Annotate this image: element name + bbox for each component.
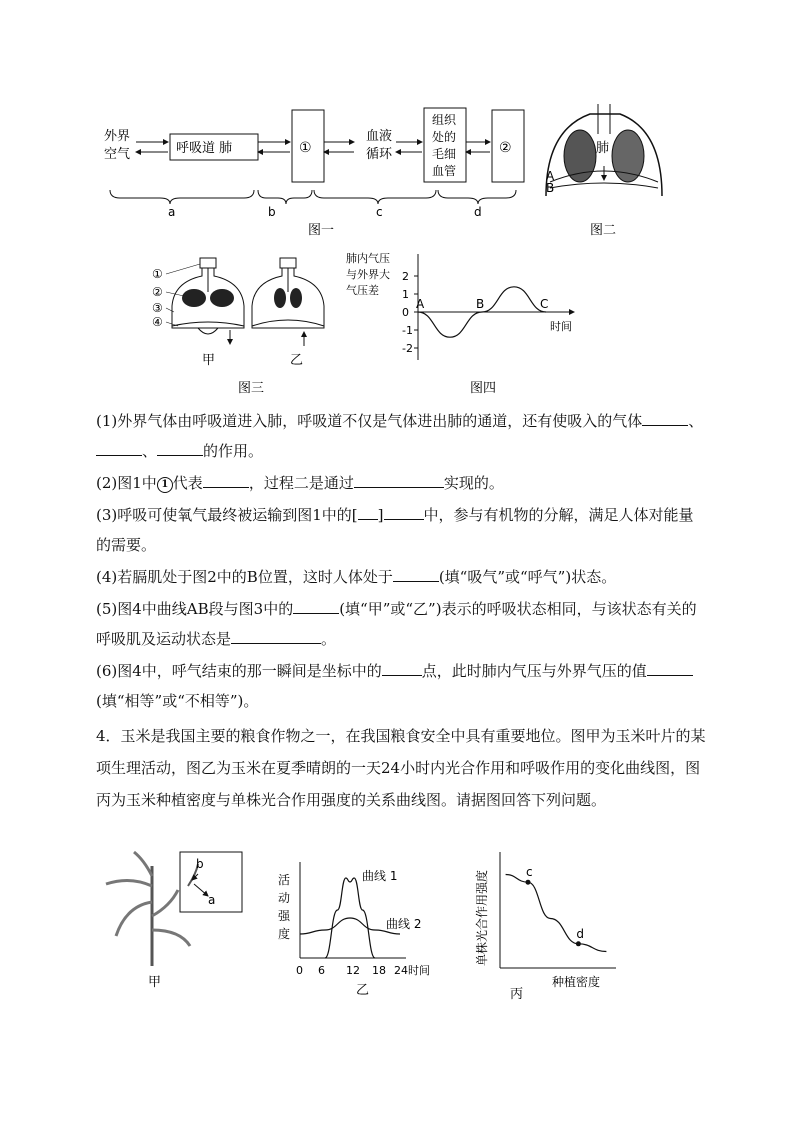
blood-label-1: 血液 bbox=[366, 129, 393, 144]
corn-leaf bbox=[116, 902, 152, 936]
box-2-label: ② bbox=[499, 140, 512, 156]
fig-yi-curve-2 bbox=[300, 918, 400, 934]
tissue-label-2: 处的 bbox=[432, 130, 457, 144]
fig-bing-point-c bbox=[526, 880, 531, 885]
question-1: (1)外界气体由呼吸道进入肺，呼吸道不仅是气体进出肺的通道，还有使吸入的气体 、、 的作用。 bbox=[96, 406, 706, 466]
fig-yi-xtick-0: 0 bbox=[296, 964, 303, 977]
fig-bing-point-label-c: c bbox=[526, 865, 533, 880]
blank-q2-1[interactable] bbox=[203, 469, 249, 488]
blank-q4-1[interactable] bbox=[393, 563, 439, 582]
diaphragm-b bbox=[550, 183, 658, 188]
box-1-label: ① bbox=[299, 140, 312, 156]
fig4-point-B: B bbox=[476, 297, 485, 311]
brace-c bbox=[314, 190, 436, 204]
brace-d bbox=[438, 190, 516, 204]
figure-4-caption: 图四 bbox=[470, 381, 497, 396]
blank-q5-1[interactable] bbox=[293, 595, 339, 614]
fig4-ytick-label: 1 bbox=[402, 288, 409, 301]
brace-b bbox=[258, 190, 312, 204]
airway-lung-label: 呼吸道 肺 bbox=[176, 141, 233, 156]
tissue-label-3: 毛细 bbox=[432, 147, 457, 161]
fig4-ytick-label: -1 bbox=[402, 324, 413, 337]
part-2-label: ② bbox=[152, 285, 163, 299]
part-4-label: ④ bbox=[152, 315, 163, 329]
outside-air-label-2: 空气 bbox=[104, 147, 131, 162]
fig-bing-xlabel: 种植密度 bbox=[552, 975, 601, 989]
figure-2-caption: 图二 bbox=[590, 223, 617, 238]
fig-bing-curve bbox=[506, 875, 607, 952]
corn-leaf bbox=[106, 880, 152, 886]
circled-number: 1 bbox=[157, 477, 173, 493]
blank-q2-2[interactable] bbox=[354, 469, 444, 488]
diaphragm-label-A: A bbox=[546, 169, 555, 183]
lung-left bbox=[564, 130, 596, 182]
blank-q1-3[interactable] bbox=[157, 437, 203, 456]
question-7: 4．玉米是我国主要的粮食作物之一，在我国粮食安全中具有重要地位。图甲为玉米叶片的某项生理活动，图乙为玉米在夏季晴朗的一天24小时内光合作用和呼吸作用的变化曲线图，图丙为玉米种植密度与单株光合作用强度的关系曲线图。请据图回答下列问题。 bbox=[96, 727, 706, 809]
trachea bbox=[598, 104, 610, 134]
figure-bing-chart bbox=[466, 842, 626, 1002]
tissue-label-4: 血管 bbox=[432, 164, 457, 178]
fig-yi-ylabel-4: 度 bbox=[278, 927, 291, 941]
bell-jar-jia bbox=[172, 258, 244, 344]
fig-yi-xtick-18: 18 bbox=[372, 964, 386, 977]
question-3: (3)呼吸可使氧气最终被运输到图1中的[ ] 中，参与有机物的分解，满足人体对能量的需要。 bbox=[96, 500, 706, 560]
fig-yi-xtick-6: 6 bbox=[318, 964, 325, 977]
fig4-ylabel-2: 与外界大 bbox=[346, 268, 390, 281]
fig-yi-curve-2-label: 曲线 2 bbox=[386, 917, 422, 931]
figure-4-chart bbox=[346, 250, 586, 400]
question-4: (4)若膈肌处于图2中的B位置，这时人体处于 (填“吸气”或“呼气”)状态。 bbox=[96, 562, 706, 592]
corn-leaf bbox=[152, 890, 178, 916]
blank-q6-1[interactable] bbox=[382, 657, 422, 676]
lung-right bbox=[612, 130, 644, 182]
fig4-ytick-label: 0 bbox=[402, 306, 409, 319]
brace-a bbox=[110, 190, 254, 204]
fig4-point-C: C bbox=[540, 297, 549, 311]
part-3-label: ③ bbox=[152, 301, 163, 315]
blank-q3-1[interactable] bbox=[358, 501, 378, 520]
figure-bing-caption: 丙 bbox=[510, 987, 524, 1002]
fig4-point-A: A bbox=[416, 297, 425, 311]
corn-leaf bbox=[134, 852, 152, 876]
part-1-label: ① bbox=[152, 267, 163, 281]
question-5: (5)图4中曲线AB段与图3中的 (填“甲”或“乙”)表示的呼吸状态相同，与该状态有关的呼吸肌及运动状态是 。 bbox=[96, 594, 706, 654]
fig4-ytick-label: -2 bbox=[402, 342, 413, 355]
blood-label-2: 循环 bbox=[366, 147, 393, 162]
tissue-label-1: 组织 bbox=[432, 113, 457, 127]
figure-3-diagram bbox=[148, 252, 334, 398]
blank-q3-2[interactable] bbox=[384, 501, 424, 520]
inset-label-b: b bbox=[196, 857, 204, 871]
fig-bing-ylabel: 单株光合作用强度 bbox=[475, 869, 489, 966]
fig-yi-ylabel-2: 动 bbox=[278, 891, 291, 905]
outside-air-label-1: 外界 bbox=[104, 129, 131, 144]
figure-jia-caption: 甲 bbox=[148, 975, 162, 990]
fig-yi-xtick-24: 24时间 bbox=[394, 964, 430, 977]
diaphragm-label-B: B bbox=[546, 181, 555, 195]
fig4-ytick-label: 2 bbox=[402, 270, 409, 283]
fig-yi-xtick-12: 12 bbox=[346, 964, 360, 977]
seg-a-label: a bbox=[168, 205, 176, 219]
fig-yi-curve-1-label: 曲线 1 bbox=[362, 869, 398, 883]
fig-bing-point-d bbox=[576, 941, 581, 946]
question-6: (6)图4中，呼气结束的那一瞬间是坐标中的 点，此时肺内气压与外界气压的值(填“相等”或“不相等”)。 bbox=[96, 656, 706, 716]
fig-yi-ylabel-3: 强 bbox=[278, 909, 291, 923]
fig4-xlabel: 时间 bbox=[550, 320, 572, 333]
fig4-ylabel-1: 肺内气压 bbox=[346, 252, 390, 265]
corn-leaf bbox=[152, 930, 190, 946]
question-2: (2)图1中 1 代表 ，过程二是通过 实现的。 bbox=[96, 468, 706, 498]
blank-q1-1[interactable] bbox=[642, 407, 688, 426]
figure-yi-chart bbox=[276, 852, 446, 1002]
blank-q1-2[interactable] bbox=[96, 437, 142, 456]
lung-label: 肺 bbox=[596, 141, 610, 156]
figure-1-diagram bbox=[96, 104, 536, 240]
jar-jia-label: 甲 bbox=[202, 353, 216, 368]
figure-yi-caption: 乙 bbox=[356, 983, 370, 998]
seg-d-label: d bbox=[474, 205, 482, 219]
seg-b-label: b bbox=[268, 205, 276, 219]
fig4-ylabel-3: 气压差 bbox=[346, 284, 379, 297]
figure-3-caption: 图三 bbox=[238, 381, 265, 396]
figure-1-caption: 图一 bbox=[308, 223, 335, 238]
inset-label-a: a bbox=[208, 893, 216, 907]
blank-q5-2[interactable] bbox=[231, 625, 321, 644]
jar-yi-label: 乙 bbox=[290, 353, 304, 368]
bell-jar-yi bbox=[252, 258, 324, 346]
figure-2-diagram bbox=[540, 100, 670, 240]
blank-q6-2[interactable] bbox=[647, 657, 693, 676]
fig-bing-point-label-d: d bbox=[576, 926, 585, 941]
seg-c-label: c bbox=[376, 205, 383, 219]
fig-yi-ylabel-1: 活 bbox=[278, 873, 291, 887]
figure-jia-corn-plant bbox=[100, 846, 248, 992]
